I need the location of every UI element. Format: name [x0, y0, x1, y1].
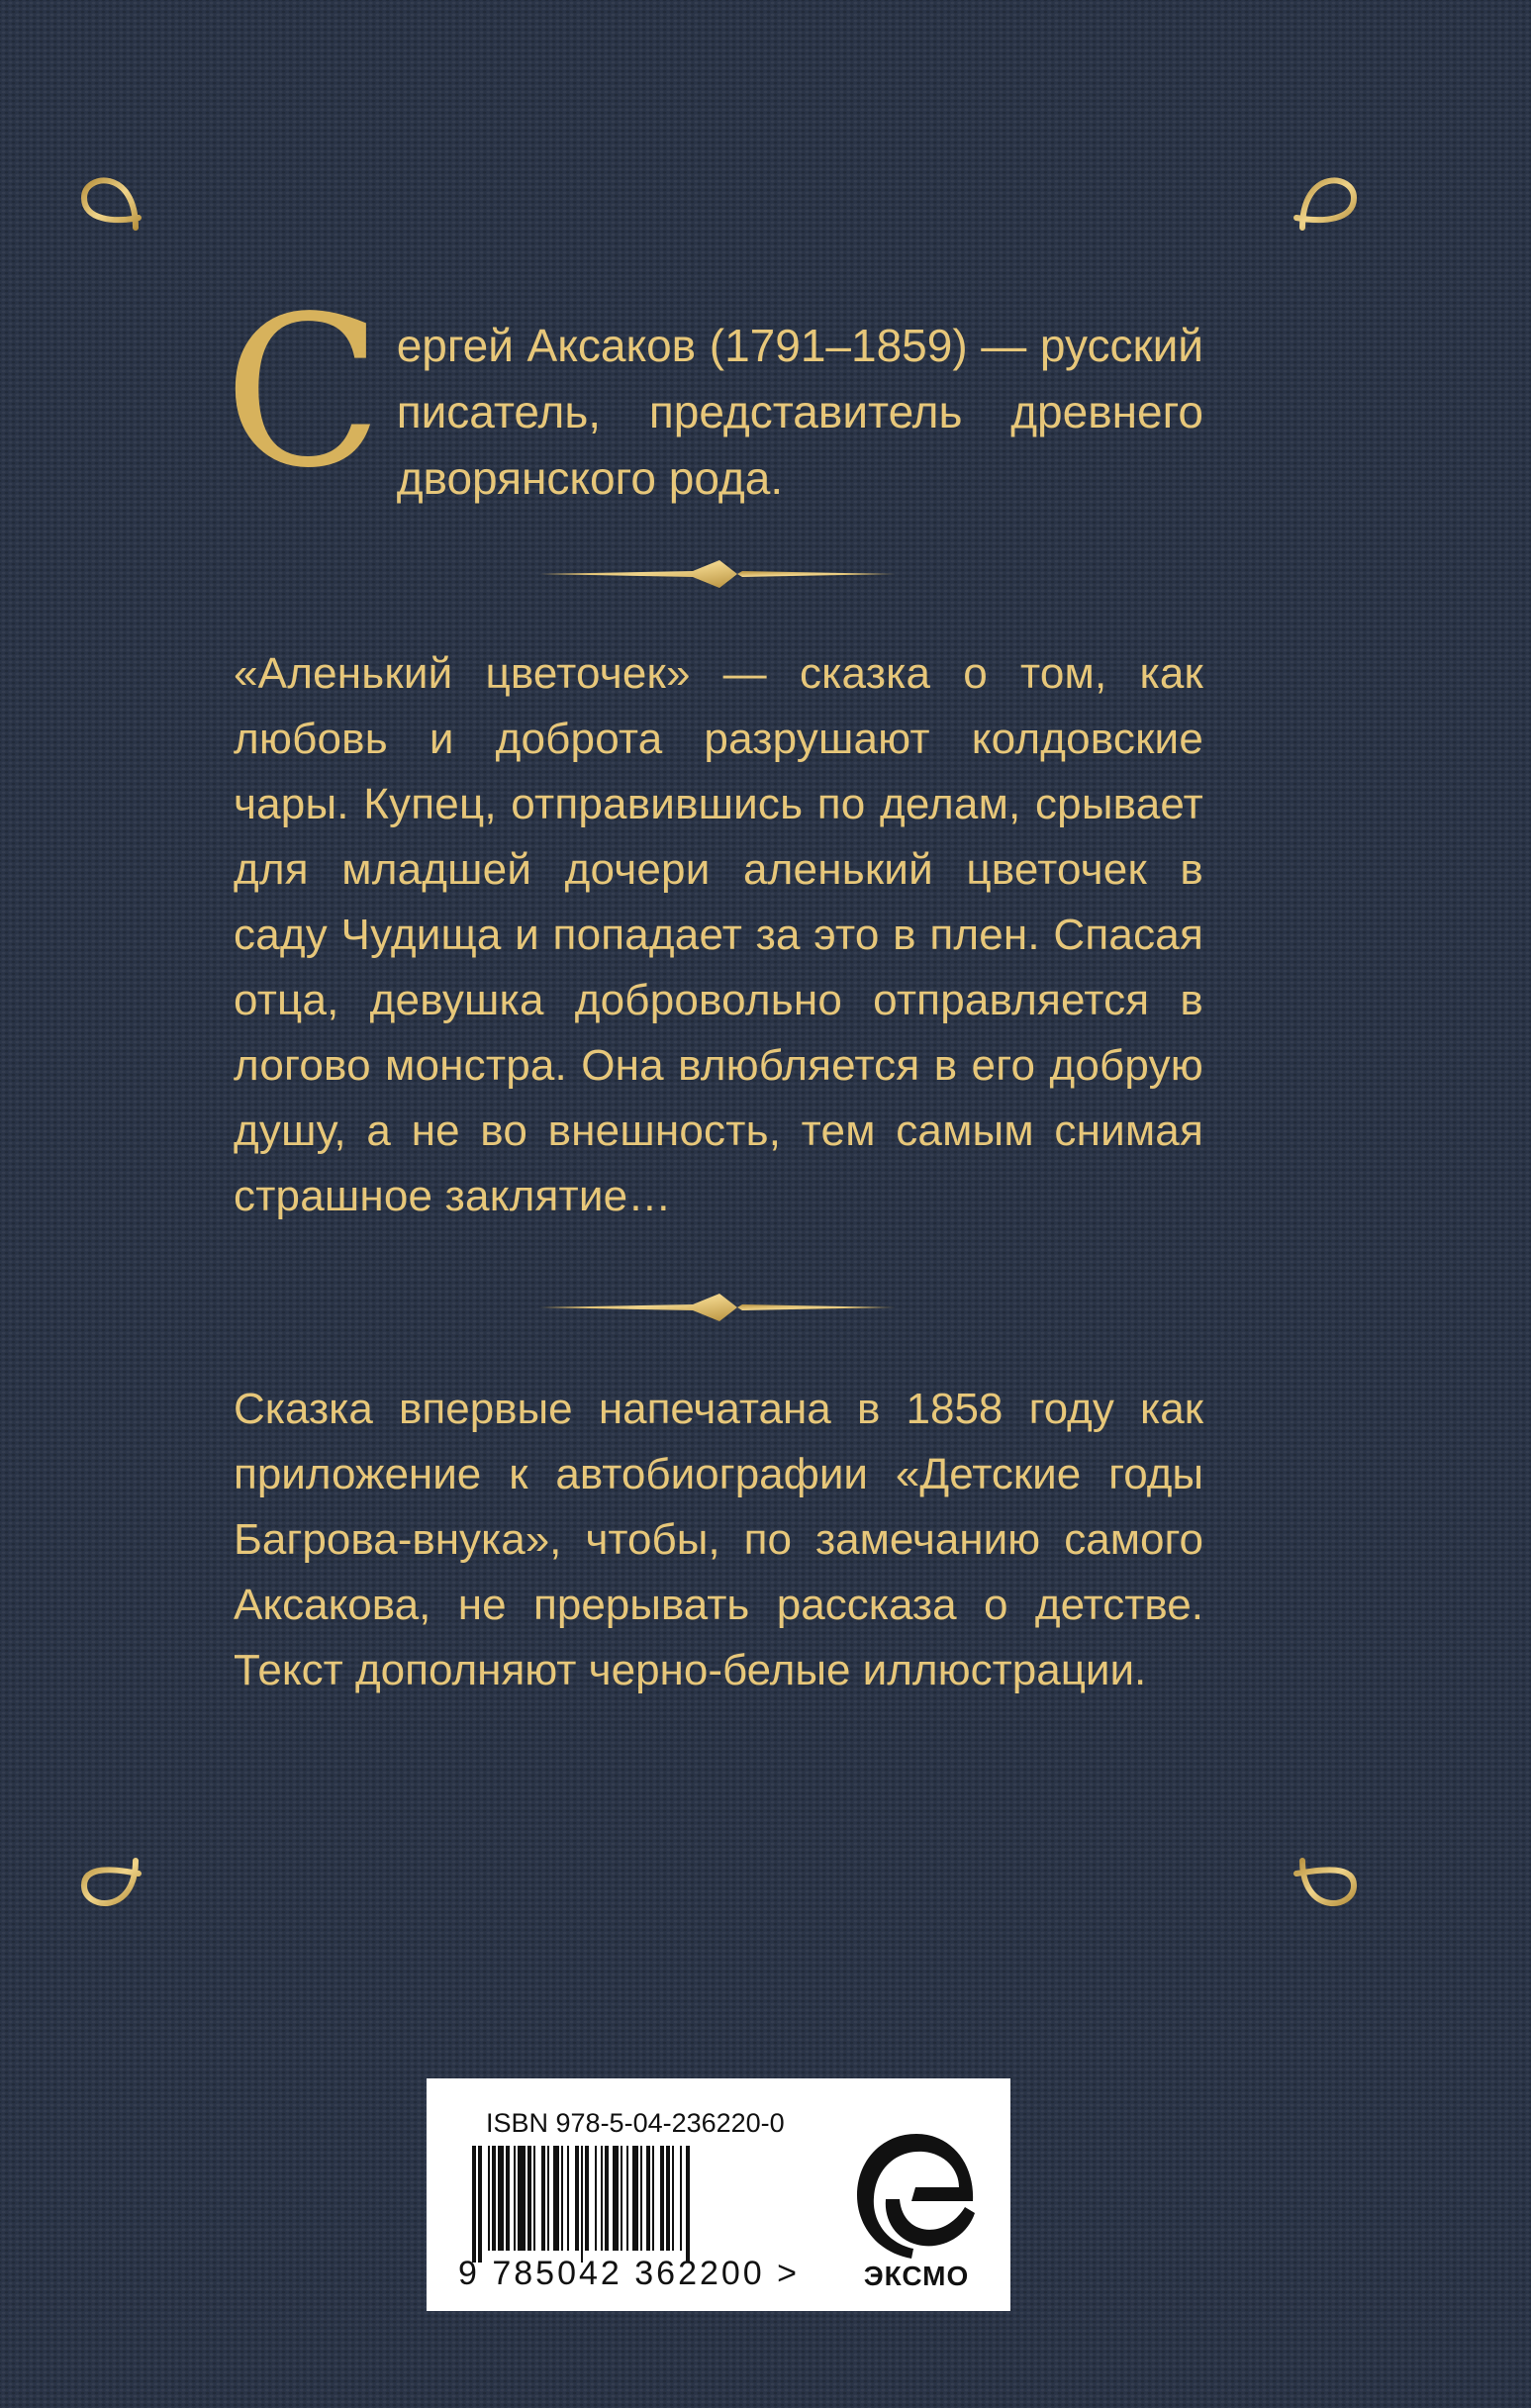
barcode-bar [498, 2146, 504, 2251]
barcode-bar [547, 2146, 549, 2251]
author-intro-text: ергей Аксаков (1791–1859) — русский писатель, представитель древнего дворянского рода. [396, 320, 1203, 504]
barcode-bar [601, 2146, 603, 2251]
barcode-bar [488, 2146, 490, 2251]
barcode-bar [527, 2146, 531, 2251]
barcode-bar [626, 2146, 628, 2251]
dropcap-letter: С [224, 271, 383, 514]
barcode-bar [595, 2146, 597, 2251]
barcode-bar [686, 2146, 690, 2263]
barcode-bar [632, 2146, 638, 2251]
barcode-bar [621, 2146, 622, 2251]
barcode-bar [575, 2146, 579, 2251]
barcode-bar [646, 2146, 650, 2251]
barcode-panel [427, 2078, 1010, 2311]
barcode-digits: 9 785042 362200 > [458, 2255, 801, 2292]
barcode-bar [472, 2146, 476, 2263]
author-intro [224, 271, 1203, 514]
publisher-name: ЭКСМО [863, 2261, 970, 2291]
book-synopsis: «Аленький цветочек» — сказка о том, как любовь и доброта разрушают колдовские чары. Купец, отправившись по делам, срывает для младшей дочери аленький цветочек в саду Чудища и попадает за это в плен. Спасая отца, девушка добровольно отправляется в логово монстра. Она влюбляется в его добрую душу, а не во внешность, тем самым снимая страшное заклятие… [234, 649, 1203, 1220]
barcode-bar [666, 2146, 670, 2251]
barcode-bars [458, 2146, 834, 2263]
barcode-bar [492, 2146, 496, 2251]
barcode-bar [533, 2146, 535, 2251]
barcode-bar [613, 2146, 619, 2251]
barcode-bar [660, 2146, 664, 2251]
barcode-bar [553, 2146, 559, 2251]
barcode-bar [541, 2146, 545, 2251]
barcode-bar [672, 2146, 674, 2251]
publication-note: Сказка впервые напечатана в 1858 году как приложение к автобиографии «Детские годы Багрова-внука», чтобы, по замечанию самого Аксакова, не прерывать рассказа о детстве. Текст дополняют черно-белые иллюстрации. [234, 1385, 1203, 1694]
barcode-bar [478, 2146, 482, 2263]
barcode-bar [640, 2146, 642, 2251]
isbn-label: ISBN 978-5-04-236220-0 [486, 2108, 785, 2138]
barcode-bar [506, 2146, 510, 2251]
barcode-bar [581, 2146, 583, 2263]
barcode-bar [680, 2146, 682, 2251]
barcode-bar [567, 2146, 569, 2251]
barcode-bar [585, 2146, 589, 2251]
barcode-bar [605, 2146, 609, 2251]
barcode-bar [561, 2146, 563, 2251]
barcode-bar [518, 2146, 526, 2251]
barcode-bar [514, 2146, 516, 2251]
barcode-bar [652, 2146, 654, 2251]
